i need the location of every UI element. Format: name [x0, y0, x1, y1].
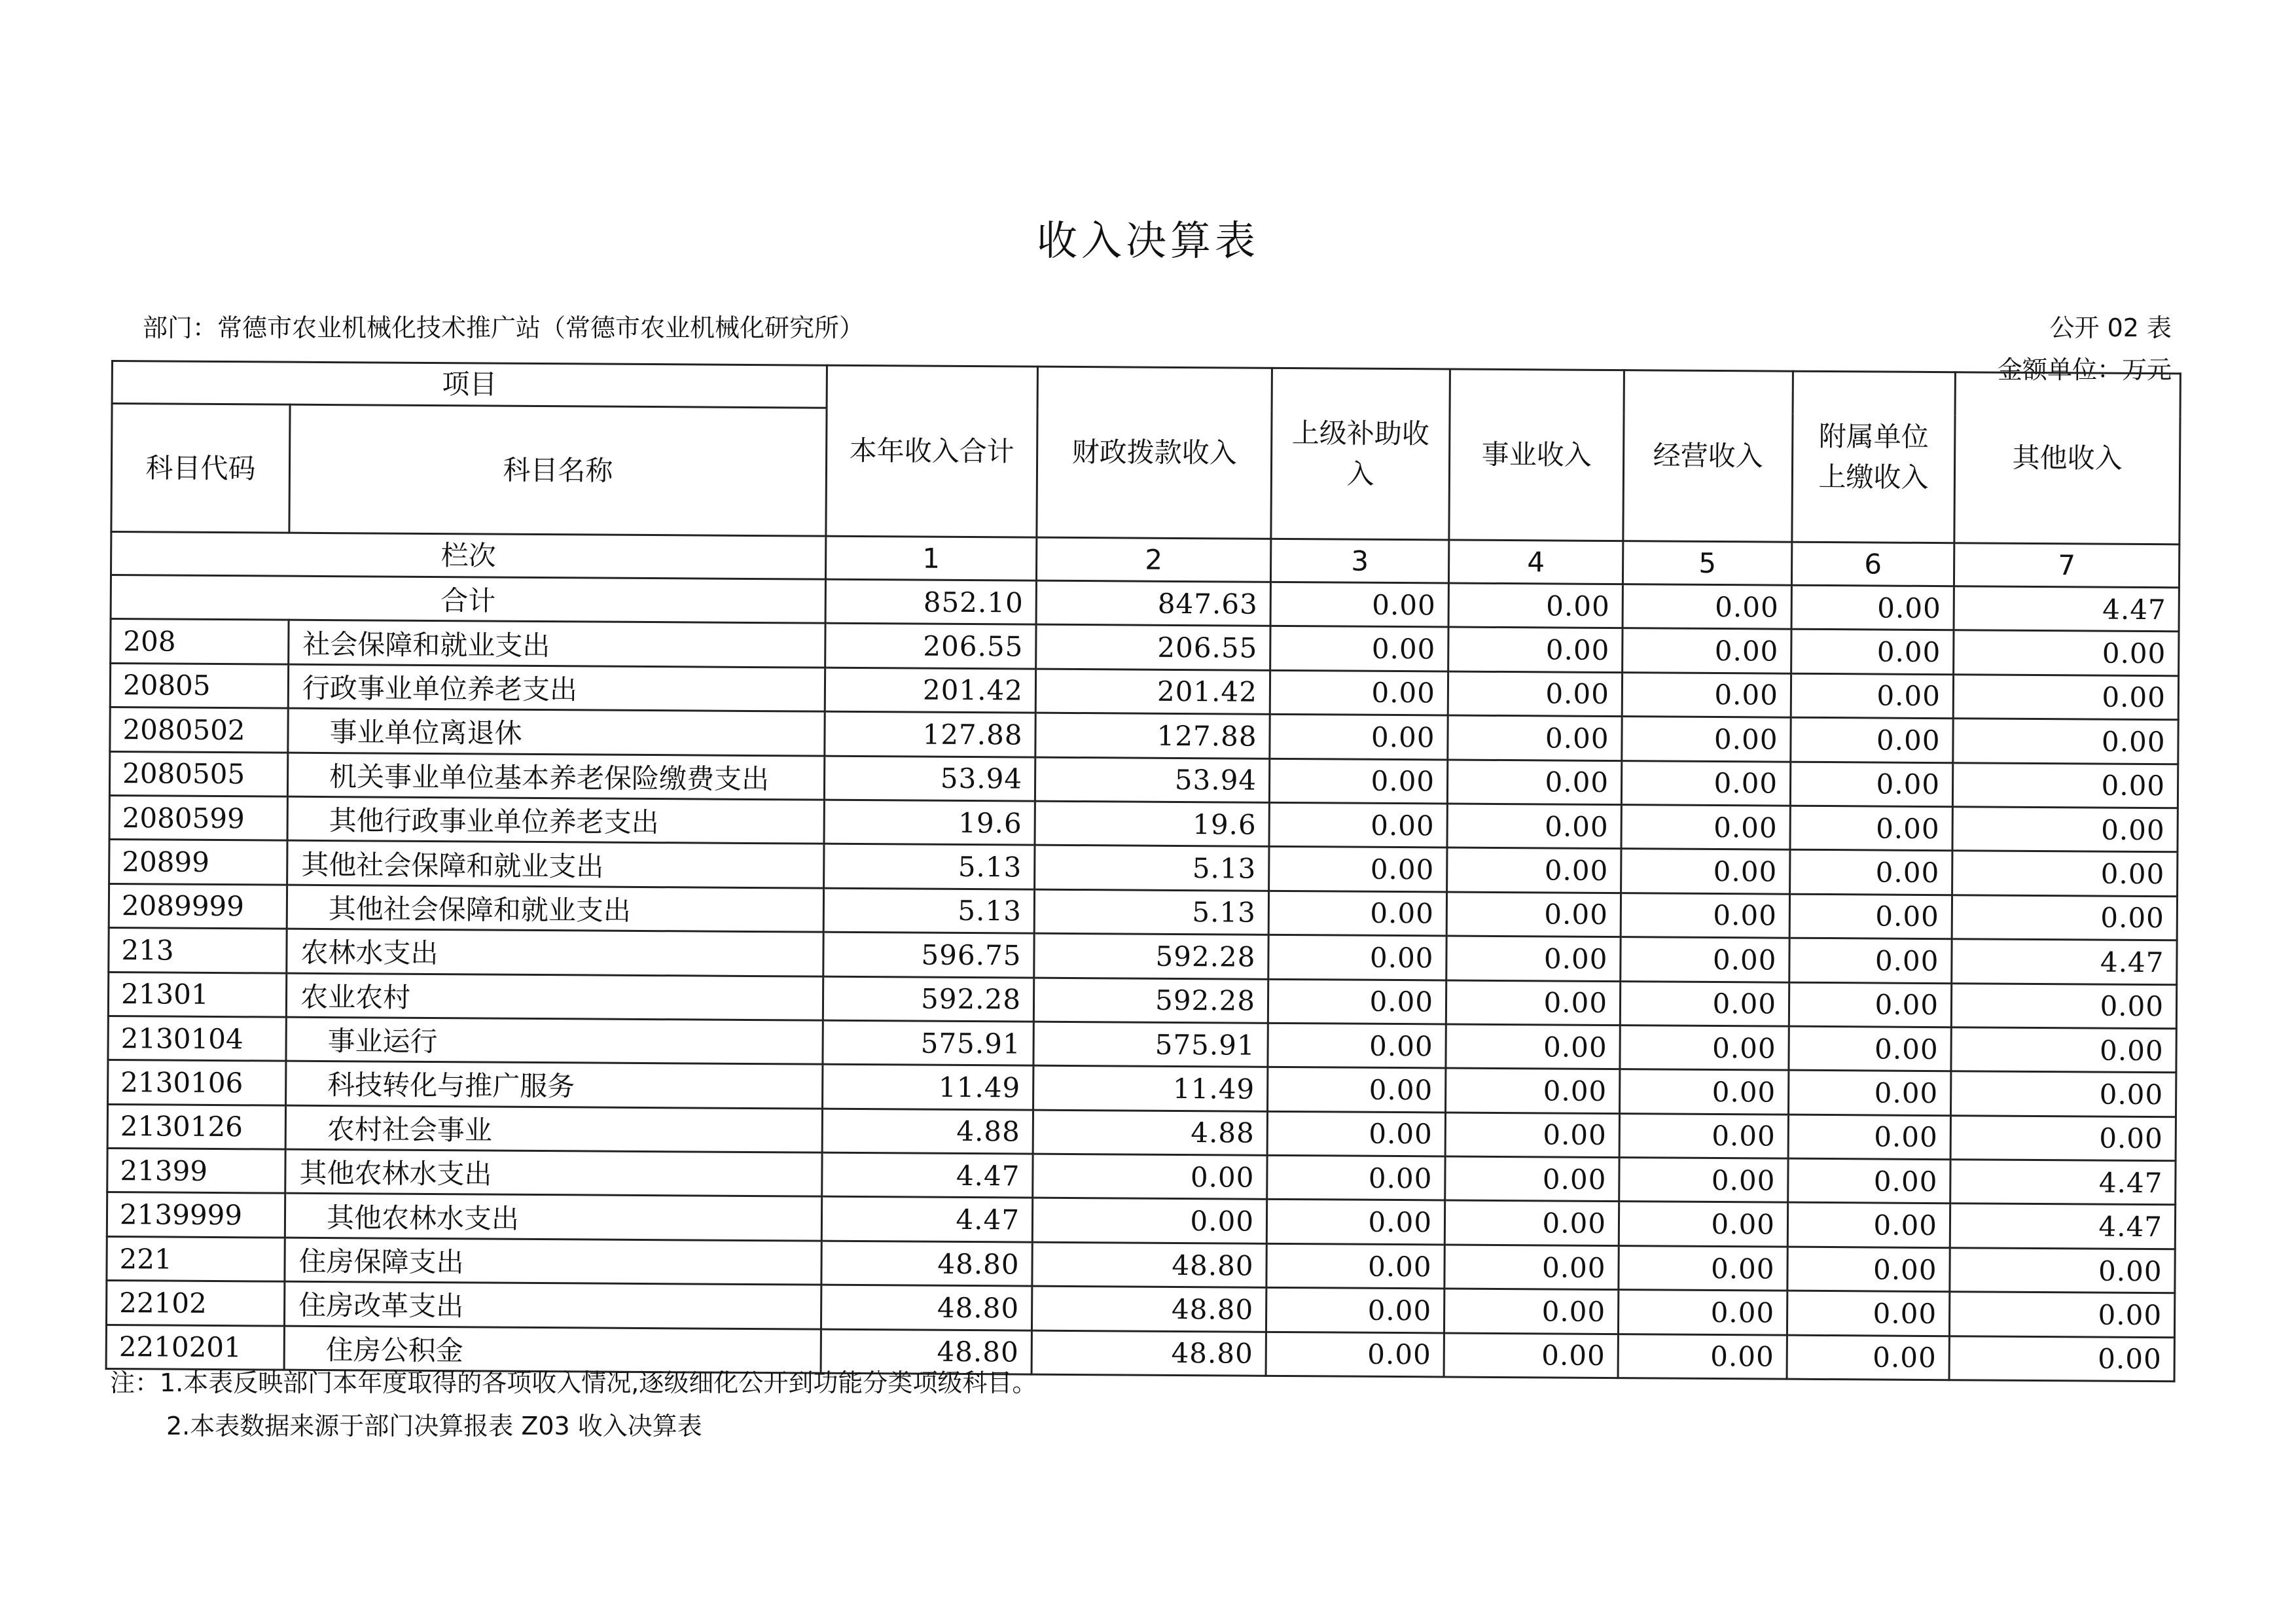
table-body	[106, 575, 2179, 1382]
amount-cell: 127.88	[1035, 713, 1270, 758]
amount-cell: 0.00	[1446, 1068, 1620, 1113]
amount-cell: 0.00	[1618, 1290, 1787, 1335]
subject-name: 机关事业单位基本养老保险缴费支出	[287, 753, 824, 800]
amount-cell: 4.88	[1033, 1110, 1267, 1156]
subject-name: 住房公积金	[284, 1326, 821, 1373]
page-title: 收入决算表	[1036, 217, 1259, 264]
subject-code: 2080505	[109, 751, 287, 796]
total-value: 0.00	[1791, 585, 1954, 630]
amount-cell: 19.6	[1035, 801, 1269, 847]
total-value: 0.00	[1623, 584, 1791, 630]
amount-cell: 0.00	[1952, 762, 2178, 808]
amount-unit: 金额单位：万元	[1997, 355, 2172, 384]
amount-cell: 0.00	[1790, 762, 1952, 807]
amount-cell: 0.00	[1269, 802, 1447, 847]
col-number: 1	[825, 536, 1036, 580]
amount-cell: 0.00	[1269, 847, 1447, 892]
amount-cell: 0.00	[1788, 1158, 1950, 1204]
amount-cell: 0.00	[1447, 804, 1621, 849]
amount-cell: 0.00	[1619, 1202, 1787, 1247]
amount-cell: 0.00	[1622, 672, 1791, 717]
amount-cell: 0.00	[1444, 1289, 1618, 1334]
amount-cell: 48.80	[1031, 1330, 1266, 1376]
amount-cell: 48.80	[821, 1241, 1032, 1286]
amount-cell: 48.80	[1032, 1242, 1266, 1288]
amount-cell: 0.00	[1622, 717, 1791, 762]
col-number: 7	[1954, 543, 2179, 588]
amount-cell: 4.47	[1950, 1160, 2176, 1205]
amount-cell: 0.00	[1270, 714, 1448, 759]
subject-name: 科技转化与推广服务	[286, 1061, 823, 1108]
amount-cell: 0.00	[1789, 894, 1952, 939]
amount-cell: 0.00	[1268, 891, 1446, 936]
subject-code: 2130106	[108, 1060, 286, 1105]
header-total: 本年收入合计	[826, 365, 1038, 537]
total-value: 852.10	[825, 579, 1036, 624]
subject-name: 农村社会事业	[285, 1105, 822, 1152]
subject-name: 社会保障和就业支出	[289, 620, 825, 668]
amount-cell: 0.00	[1267, 1155, 1445, 1200]
amount-cell: 0.00	[1954, 630, 2179, 675]
amount-cell: 592.28	[1034, 933, 1268, 979]
amount-cell: 127.88	[825, 711, 1035, 757]
subject-code: 20805	[110, 663, 288, 708]
amount-cell: 0.00	[1268, 935, 1446, 980]
note-1: 注：1.本表反映部门本年度取得的各项收入情况,逐级细化公开到功能分类项级科目。	[110, 1368, 1037, 1397]
amount-cell: 0.00	[1787, 1203, 1950, 1248]
amount-cell: 0.00	[1952, 895, 2177, 940]
amount-cell: 0.00	[1444, 1200, 1619, 1245]
amount-cell: 596.75	[823, 932, 1034, 977]
amount-cell: 0.00	[1951, 983, 2176, 1028]
amount-cell: 0.00	[1953, 674, 2178, 719]
col-number: 5	[1623, 541, 1791, 586]
amount-cell: 0.00	[1621, 937, 1789, 982]
amount-cell: 0.00	[1620, 981, 1789, 1026]
col-number: 4	[1448, 540, 1623, 584]
subject-code: 21301	[108, 972, 286, 1017]
amount-cell: 201.42	[825, 668, 1035, 713]
subject-name: 住房改革支出	[284, 1281, 821, 1329]
subject-code: 2210201	[106, 1325, 284, 1370]
amount-cell: 0.00	[1787, 1291, 1949, 1336]
amount-cell: 0.00	[1949, 1292, 2174, 1337]
amount-cell: 0.00	[1623, 628, 1791, 673]
amount-cell: 0.00	[1950, 1115, 2176, 1160]
amount-cell: 0.00	[1620, 1069, 1789, 1115]
col-number: 2	[1036, 537, 1270, 582]
amount-cell: 0.00	[1790, 850, 1952, 895]
amount-cell: 0.00	[1448, 671, 1622, 717]
amount-cell: 48.80	[821, 1285, 1031, 1330]
col-number: 3	[1270, 539, 1448, 583]
header-superior: 上级补助收入	[1271, 368, 1450, 540]
amount-cell: 0.00	[1444, 1333, 1618, 1378]
amount-cell: 0.00	[1444, 1245, 1619, 1290]
subject-code: 2080502	[110, 707, 288, 753]
amount-cell: 5.13	[823, 888, 1034, 933]
amount-cell: 0.00	[1949, 1336, 2174, 1381]
amount-cell: 0.00	[1621, 805, 1790, 850]
subject-name: 住房保障支出	[285, 1238, 821, 1285]
notes	[110, 1361, 1037, 1448]
amount-cell: 19.6	[824, 800, 1035, 845]
amount-cell: 0.00	[1953, 719, 2178, 764]
amount-cell: 53.94	[824, 756, 1035, 801]
amount-cell: 0.00	[1791, 630, 1954, 675]
header-fiscal: 财政拨款收入	[1037, 366, 1272, 539]
amount-cell: 0.00	[1269, 758, 1447, 804]
header-affiliated: 附属单位上缴收入	[1792, 371, 1956, 543]
amount-cell: 0.00	[1618, 1334, 1787, 1379]
subject-name: 其他社会保障和就业支出	[287, 841, 824, 888]
amount-cell: 0.00	[1266, 1288, 1444, 1333]
header-business: 事业收入	[1449, 369, 1624, 541]
amount-cell: 0.00	[1266, 1243, 1444, 1289]
total-value: 4.47	[1954, 586, 2179, 632]
amount-cell: 0.00	[1791, 673, 1953, 719]
amount-cell: 53.94	[1035, 757, 1269, 803]
amount-cell: 0.00	[1789, 1070, 1951, 1115]
amount-cell: 0.00	[1266, 1332, 1444, 1377]
amount-cell: 0.00	[1787, 1247, 1950, 1292]
amount-cell: 0.00	[1951, 1071, 2176, 1116]
amount-cell: 0.00	[1619, 1158, 1788, 1203]
amount-cell: 0.00	[1268, 1023, 1446, 1068]
amount-cell: 0.00	[1445, 1113, 1619, 1158]
amount-cell: 0.00	[1791, 717, 1953, 762]
subject-code: 22102	[106, 1281, 284, 1326]
amount-cell: 0.00	[1787, 1335, 1949, 1380]
amount-cell: 0.00	[1032, 1198, 1266, 1244]
subject-name: 其他社会保障和就业支出	[287, 885, 823, 932]
amount-cell: 0.00	[1789, 982, 1951, 1027]
amount-cell: 0.00	[1952, 851, 2178, 896]
header-code: 科目代码	[111, 404, 290, 533]
department-label: 部门：常德市农业机械化技术推广站（常德市农业机械化研究所）	[143, 313, 865, 342]
amount-cell: 0.00	[1268, 979, 1446, 1024]
total-value: 0.00	[1270, 582, 1448, 627]
amount-cell: 48.80	[1031, 1286, 1266, 1332]
amount-cell: 0.00	[1950, 1248, 2175, 1293]
subject-code: 213	[109, 928, 287, 973]
amount-cell: 0.00	[1447, 847, 1621, 893]
amount-cell: 5.13	[824, 844, 1035, 889]
total-value: 847.63	[1036, 580, 1270, 626]
header-item: 项目	[112, 361, 827, 408]
subject-name: 其他农林水支出	[285, 1149, 822, 1196]
total-label: 合计	[111, 575, 825, 624]
amount-cell: 0.00	[1789, 938, 1952, 983]
amount-cell: 0.00	[1270, 626, 1448, 671]
subject-code: 2080599	[109, 795, 287, 840]
income-table	[105, 360, 2181, 1382]
header-other: 其他收入	[1954, 372, 2181, 544]
amount-cell: 4.47	[822, 1152, 1033, 1198]
amount-cell: 206.55	[825, 624, 1036, 669]
subject-code: 208	[111, 619, 289, 664]
subject-code: 20899	[109, 840, 287, 885]
amount-cell: 201.42	[1035, 669, 1270, 715]
subject-name: 农林水支出	[287, 929, 823, 976]
amount-cell: 575.91	[1033, 1022, 1268, 1067]
amount-cell: 0.00	[1619, 1113, 1788, 1158]
total-value: 0.00	[1448, 583, 1623, 628]
amount-cell: 0.00	[1268, 1067, 1446, 1113]
amount-cell: 4.47	[821, 1197, 1032, 1242]
amount-cell: 0.00	[1267, 1111, 1445, 1156]
amount-cell: 5.13	[1035, 845, 1269, 891]
amount-cell: 0.00	[1446, 892, 1621, 937]
note-2: 2.本表数据来源于部门决算报表 Z03 收入决算表	[166, 1412, 702, 1440]
amount-cell: 11.49	[823, 1064, 1033, 1109]
amount-cell: 0.00	[1790, 806, 1952, 851]
amount-cell: 0.00	[1266, 1200, 1444, 1245]
subject-code: 2130104	[108, 1016, 286, 1061]
col-number: 6	[1791, 542, 1954, 586]
amount-cell: 0.00	[1952, 807, 2178, 852]
subject-code: 2089999	[109, 883, 287, 929]
amount-cell: 0.00	[1951, 1027, 2176, 1073]
subject-name: 其他行政事业单位养老支出	[287, 796, 824, 844]
subject-name: 事业单位离退休	[288, 708, 825, 755]
amount-cell: 0.00	[1448, 627, 1623, 672]
header-name: 科目名称	[289, 404, 827, 536]
amount-cell: 0.00	[1621, 849, 1790, 894]
header-operating: 经营收入	[1623, 370, 1793, 543]
amount-cell: 592.28	[1033, 978, 1268, 1024]
amount-cell: 592.28	[823, 976, 1033, 1022]
amount-cell: 575.91	[823, 1020, 1033, 1065]
subject-name: 行政事业单位养老支出	[288, 664, 825, 711]
amount-cell: 4.47	[1952, 939, 2177, 984]
amount-cell: 0.00	[1447, 760, 1621, 805]
amount-cell: 4.47	[1950, 1204, 2175, 1249]
amount-cell: 0.00	[1621, 760, 1790, 806]
subject-name: 事业运行	[286, 1017, 823, 1064]
amount-cell: 206.55	[1036, 625, 1270, 671]
amount-cell: 0.00	[1446, 936, 1621, 981]
subject-code: 21399	[107, 1149, 285, 1194]
amount-cell: 11.49	[1033, 1065, 1268, 1111]
amount-cell: 0.00	[1445, 1156, 1619, 1202]
subject-code: 2139999	[107, 1192, 285, 1238]
amount-cell: 4.88	[822, 1109, 1033, 1154]
form-number: 公开 02 表	[2049, 313, 2172, 342]
amount-cell: 0.00	[1621, 893, 1789, 938]
amount-cell: 0.00	[1789, 1026, 1951, 1071]
subject-name: 其他农林水支出	[285, 1194, 821, 1241]
amount-cell: 0.00	[1620, 1026, 1789, 1071]
amount-cell: 0.00	[1448, 715, 1622, 760]
amount-cell: 0.00	[1788, 1115, 1950, 1160]
amount-cell: 0.00	[1446, 1024, 1620, 1069]
amount-cell: 0.00	[1619, 1245, 1787, 1291]
subject-code: 2130126	[107, 1104, 285, 1149]
amount-cell: 0.00	[1033, 1154, 1267, 1200]
header-column-label: 栏次	[111, 532, 825, 580]
amount-cell: 48.80	[821, 1329, 1031, 1374]
subject-code: 221	[107, 1236, 285, 1281]
subject-name: 农业农村	[286, 973, 823, 1020]
table-container	[105, 360, 2179, 1382]
amount-cell: 0.00	[1270, 670, 1448, 715]
amount-cell: 5.13	[1034, 889, 1268, 935]
amount-cell: 0.00	[1446, 980, 1620, 1025]
